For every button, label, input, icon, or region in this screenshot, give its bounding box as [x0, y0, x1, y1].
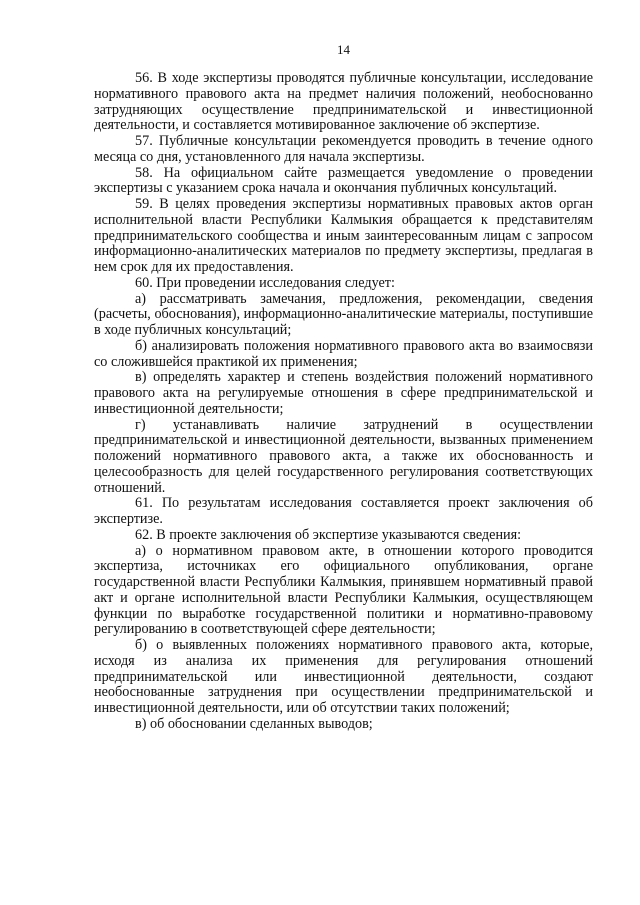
paragraph-58: 58. На официальном сайте размещается уведомление о проведении экспертизы с указанием срока начала и окончания публичных консультаций. [94, 164, 593, 197]
document-body [94, 71, 593, 733]
paragraph-60-a: а) рассматривать замечания, предложения, рекомендации, сведения (расчеты, обоснования), информационно-аналитические материалы, поступившие в ходе публичных консультаций; [94, 290, 593, 338]
paragraph-56: 56. В ходе экспертизы проводятся публичные консультации, исследование нормативного правового акта на предмет наличия положений, необоснованно затрудняющих осуществление предпринимательской и инвестиционной деятельности, и составляется мотивированное заключение об экспертизе. [94, 70, 593, 134]
paragraph-61: 61. По результатам исследования составляется проект заключения об экспертизе. [94, 495, 593, 527]
paragraph-62-a: а) о нормативном правовом акте, в отношении которого проводится экспертиза, источниках его официального опубликования, органе государственной власти Республики Калмыкия, принявшем нормативный правой акт и органе исполнительной власти Республики Калмыкия, осуществляющем функции по выработке государственной политики и нормативно-правовому регулированию в соответствующей сфере деятельности; [94, 542, 593, 638]
paragraph-60-g: г) устанавливать наличие затруднений в осуществлении предпринимательской и инвестиционной деятельности, вызванных применением положений нормативного правового акта, а также их обоснованность и целесообразность для целей государственного регулирования соответствующих отношений. [94, 416, 593, 496]
paragraph-57: 57. Публичные консультации рекомендуется проводить в течение одного месяца со дня, установленного для начала экспертизы. [94, 133, 593, 165]
paragraph-62: 62. В проекте заключения об экспертизе указываются сведения: [135, 526, 522, 543]
paragraph-59: 59. В целях проведения экспертизы нормативных правовых актов орган исполнительной власти Республики Калмыкия обращается к представителям предпринимательского сообщества и иным заинтересованным лицам с запросом информационно-аналитических материалов по предмету экспертизы, предлагая в нем срок для их предоставления. [94, 196, 593, 275]
paragraph-60-v: в) определять характер и степень воздействия положений нормативного правового акта на регулируемые отношения в сфере предпринимательской и инвестиционной деятельности; [94, 369, 593, 417]
paragraph-60-b: б) анализировать положения нормативного правового акта во взаимосвязи со сложившейся практикой их применения; [94, 337, 593, 370]
paragraph-60: 60. При проведении исследования следует: [135, 274, 395, 291]
paragraph-62-b: б) о выявленных положениях нормативного правового акта, которые, исходя из анализа их применения для регулирования отношений предпринимательской или инвестиционной деятельности, создают необоснованные затруднения при осуществлении предпринимательской и инвестиционной деятельности, или об отсутствии таких положений; [94, 637, 593, 716]
page-number: 14 [337, 42, 350, 57]
paragraph-62-v: в) об обосновании сделанных выводов; [135, 715, 373, 732]
